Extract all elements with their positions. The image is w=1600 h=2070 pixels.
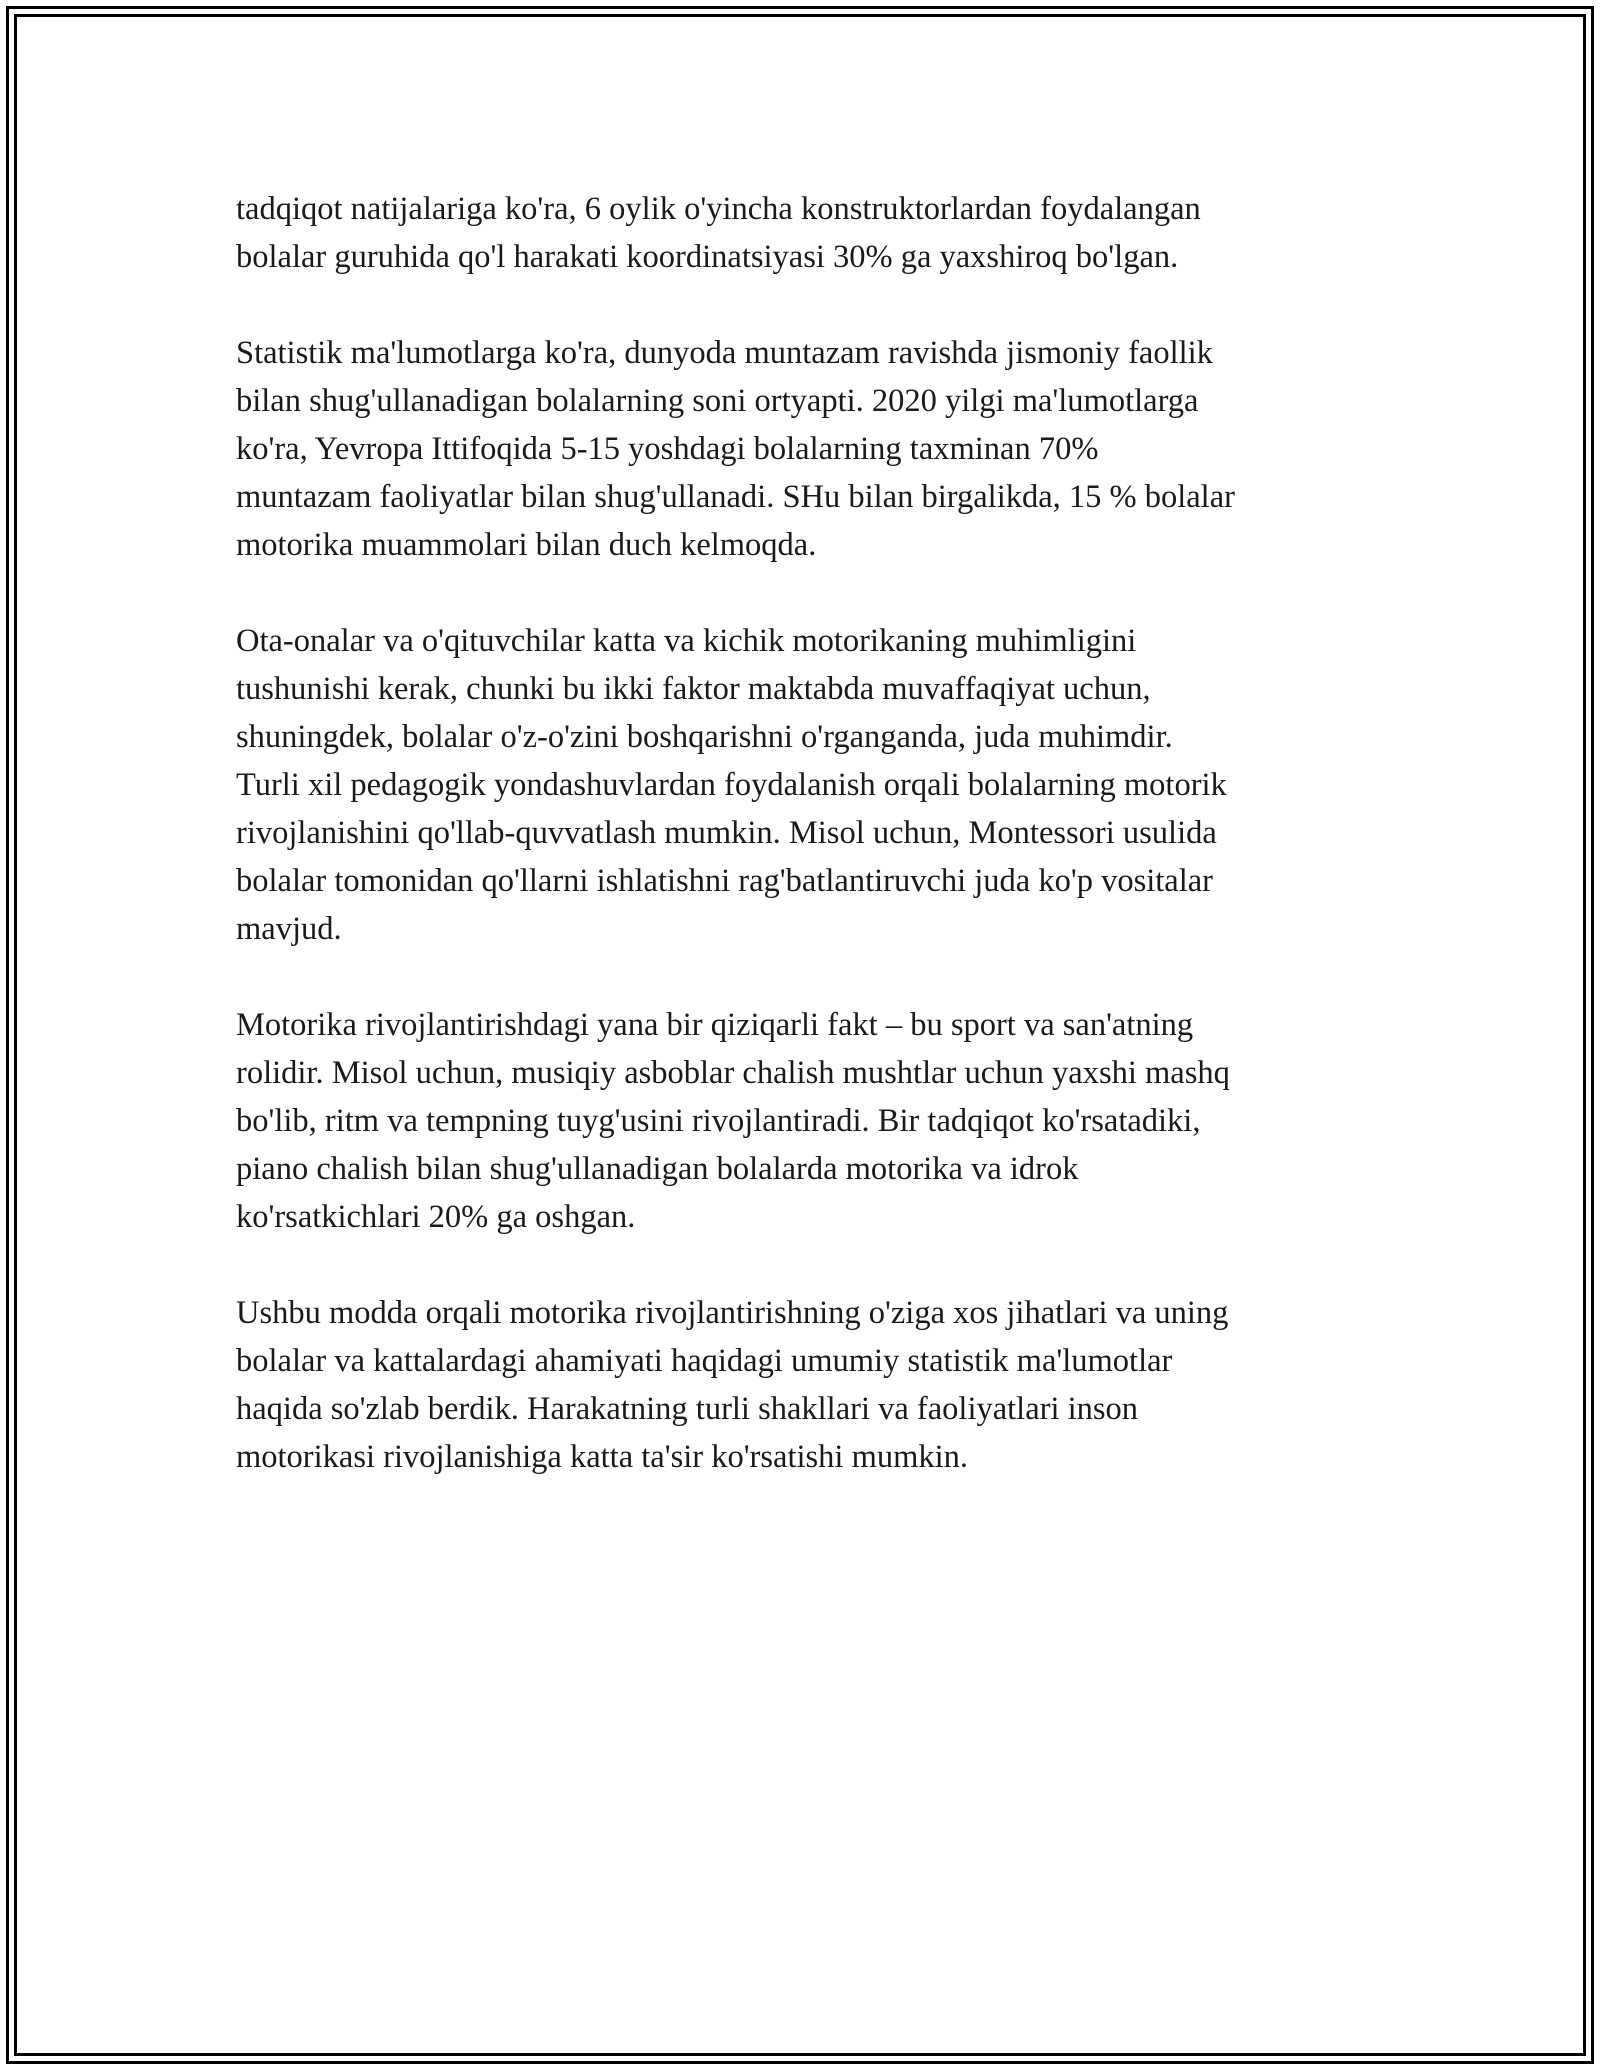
text-line: rivojlanishini qo'llab-quvvatlash mumkin. Misol uchun, Montessori usulida [236,815,1217,851]
text-line: bo'lib, ritm va tempning tuyg'usini rivojlantiradi. Bir tadqiqot ko'rsatadiki, [236,1103,1201,1139]
text-line: Motorika rivojlantirishdagi yana bir qiziqarli fakt – bu sport va san'atning [236,1007,1194,1043]
text-line: piano chalish bilan shug'ullanadigan bolalarda motorika va idrok [236,1151,1079,1187]
text-line: Ota-onalar va o'qituvchilar katta va kichik motorikaning muhimligini [236,623,1137,659]
text-line: ko'ra, Yevropa Ittifoqida 5-15 yoshdagi bolalarning taxminan 70% [236,431,1099,467]
text-line: motorika muammolari bilan duch kelmoqda. [236,527,817,563]
text-line: Ushbu modda orqali motorika rivojlantirishning o'ziga xos jihatlari va uning [236,1295,1229,1331]
text-line: tadqiqot natijalariga ko'ra, 6 oylik o'yincha konstruktorlardan foydalangan [236,191,1201,227]
paragraph-5 [236,1289,1366,1481]
text-line: Statistik ma'lumotlarga ko'ra, dunyoda muntazam ravishda jismoniy faollik [236,335,1213,371]
paragraph-4 [236,1001,1366,1241]
paragraph-2 [236,329,1366,569]
document-body [236,185,1366,1529]
text-line: bolalar va kattalardagi ahamiyati haqidagi umumiy statistik ma'lumotlar [236,1343,1173,1379]
text-line: rolidir. Misol uchun, musiqiy asboblar chalish mushtlar uchun yaxshi mashq [236,1055,1230,1091]
paragraph-1 [236,185,1366,281]
text-line: haqida so'zlab berdik. Harakatning turli shakllari va faoliyatlari inson [236,1391,1139,1427]
text-line: motorikasi rivojlanishiga katta ta'sir ko'rsatishi mumkin. [236,1439,969,1475]
text-line: mavjud. [236,911,342,947]
text-line: bilan shug'ullanadigan bolalarning soni ortyapti. 2020 yilgi ma'lumotlarga [236,383,1199,419]
paragraph-3 [236,617,1366,953]
text-line: tushunishi kerak, chunki bu ikki faktor maktabda muvaffaqiyat uchun, [236,671,1151,707]
text-line: ko'rsatkichlari 20% ga oshgan. [236,1199,636,1235]
text-line: shuningdek, bolalar o'z-o'zini boshqarishni o'rganganda, juda muhimdir. [236,719,1173,755]
text-line: bolalar guruhida qo'l harakati koordinatsiyasi 30% ga yaxshiroq bo'lgan. [236,239,1179,275]
text-line: Turli xil pedagogik yondashuvlardan foydalanish orqali bolalarning motorik [236,767,1227,803]
text-line: muntazam faoliyatlar bilan shug'ullanadi. SHu bilan birgalikda, 15 % bolalar [236,479,1235,515]
text-line: bolalar tomonidan qo'llarni ishlatishni rag'batlantiruvchi juda ko'p vositalar [236,863,1213,899]
